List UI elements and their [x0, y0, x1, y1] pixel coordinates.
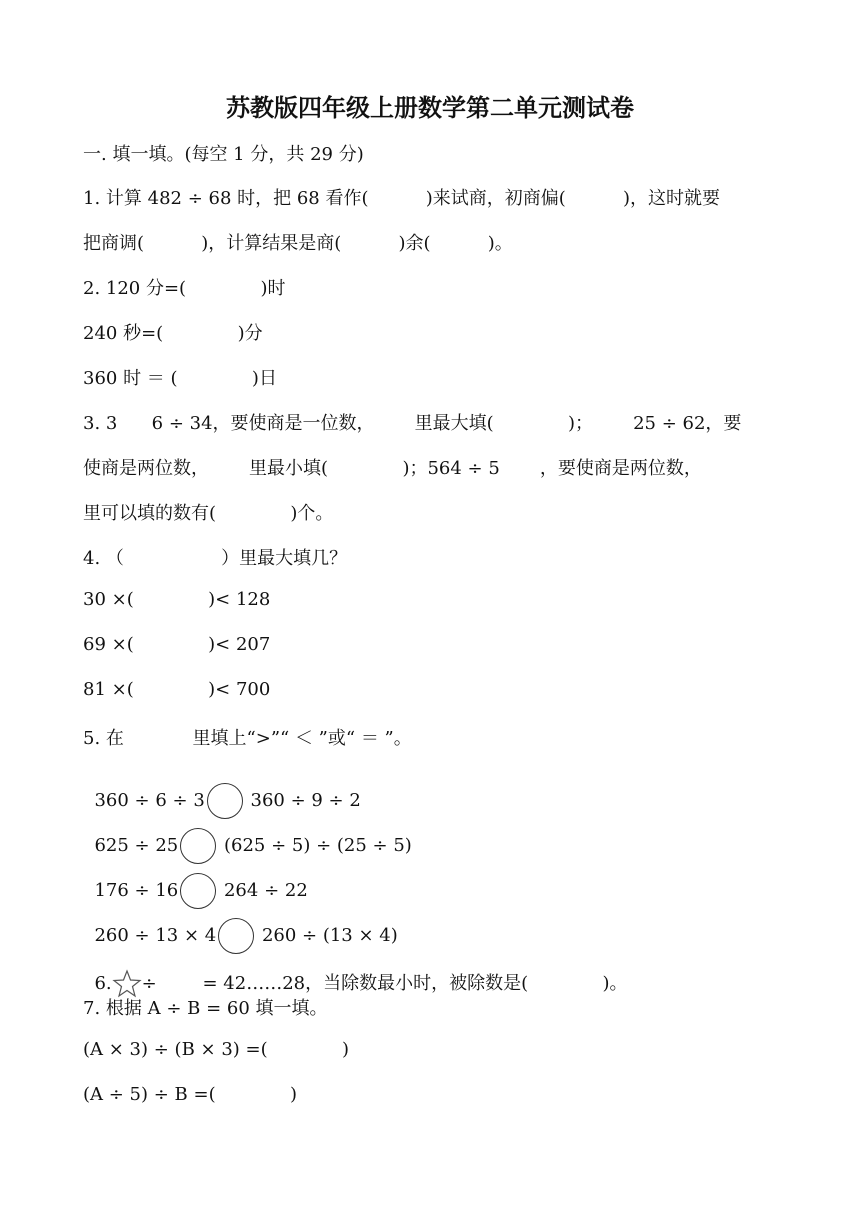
question-4-item-b: 69 ×( )< 207	[83, 634, 271, 655]
question-4-line-1: 4. （ ）里最大填几？	[83, 548, 348, 569]
question-2-line-2: 240 秒=( )分	[83, 323, 263, 344]
question-1-line-1: 1. 计算 482 ÷ 68 时，把 68 看作( )来试商，初商偏( )，这时就要	[83, 188, 720, 209]
question-5-item-d	[83, 897, 398, 954]
comparison-right: 260 ÷ (13 × 4)	[261, 925, 398, 946]
question-4-item-c: 81 ×( )< 700	[83, 679, 271, 700]
question-1-line-2: 把商调( )，计算结果是商( )余( )。	[83, 233, 513, 254]
comparison-right: 360 ÷ 9 ÷ 2	[250, 790, 361, 811]
question-2-line-3: 360 时 ＝ ( )日	[83, 368, 277, 389]
section-heading: 一. 填一填。(每空 1 分，共 29 分)	[83, 144, 364, 165]
question-3-line-1: 3. 3 6 ÷ 34，要使商是一位数， 里最大填( )； 25 ÷ 62，要	[83, 413, 742, 434]
question-3-line-2: 使商是两位数， 里最小填( )；564 ÷ 5 ，要使商是两位数，	[83, 458, 702, 479]
comparison-left: 260 ÷ 13 × 4	[94, 925, 217, 946]
question-7-item-b: (A ÷ 5) ÷ B =( )	[83, 1084, 298, 1105]
question-6-text: ÷ = 42……28，当除数最小时，被除数是( )。	[141, 973, 628, 994]
question-3-line-3: 里可以填的数有( )个。	[83, 503, 334, 524]
question-7-line-1: 7. 根据 A ÷ B = 60 填一填。	[83, 998, 328, 1019]
comparison-left: 360 ÷ 6 ÷ 3	[94, 790, 205, 811]
comparison-left: 625 ÷ 25	[94, 835, 179, 856]
question-6	[83, 948, 628, 999]
question-5-line-1: 5. 在 里填上“>”“ ＜ ”或“ ＝ ”。	[83, 728, 412, 749]
comparison-right: (625 ÷ 5) ÷ (25 ÷ 5)	[223, 835, 412, 856]
question-7-item-a: (A × 3) ÷ (B × 3) =( )	[83, 1039, 350, 1060]
comparison-right: 264 ÷ 22	[223, 880, 308, 901]
question-4-item-a: 30 ×( )< 128	[83, 589, 271, 610]
page-title: 苏教版四年级上册数学第二单元测试卷	[226, 94, 634, 122]
comparison-left: 176 ÷ 16	[94, 880, 179, 901]
question-6-number: 6.	[94, 973, 112, 994]
question-2-line-1: 2. 120 分=( )时	[83, 278, 286, 299]
